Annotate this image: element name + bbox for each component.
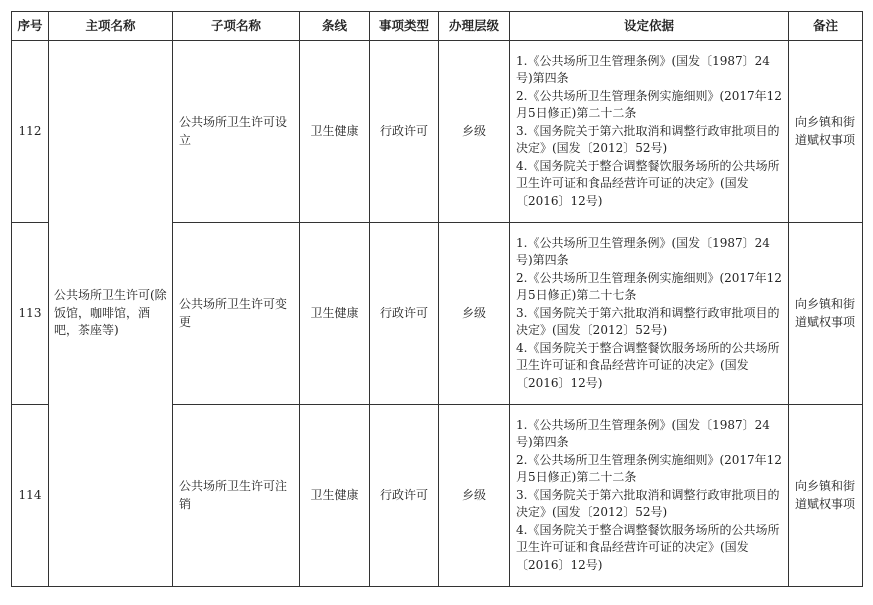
line-cell: 卫生健康	[300, 41, 370, 223]
row-num: 113	[12, 223, 49, 405]
header-type: 事项类型	[370, 12, 439, 41]
note-cell: 向乡镇和街道赋权事项	[789, 405, 863, 587]
level-cell: 乡级	[439, 405, 510, 587]
note-cell: 向乡镇和街道赋权事项	[789, 41, 863, 223]
basis-item: 4.《国务院关于整合调整餐饮服务场所的公共场所卫生许可证和食品经营许可证的决定》(国发〔2016〕12号)	[516, 158, 780, 208]
basis-cell	[510, 223, 789, 405]
row-num: 114	[12, 405, 49, 587]
basis-item: 3.《国务院关于第六批取消和调整行政审批项目的决定》(国发〔2012〕52号)	[516, 305, 780, 338]
header-sub-item: 子项名称	[173, 12, 300, 41]
type-cell: 行政许可	[370, 405, 439, 587]
level-cell: 乡级	[439, 41, 510, 223]
permit-table	[11, 11, 863, 587]
basis-item: 3.《国务院关于第六批取消和调整行政审批项目的决定》(国发〔2012〕52号)	[516, 487, 780, 520]
basis-item: 2.《公共场所卫生管理条例实施细则》(2017年12月5日修正)第二十七条	[516, 270, 782, 303]
basis-item: 4.《国务院关于整合调整餐饮服务场所的公共场所卫生许可证和食品经营许可证的决定》(国发〔2016〕12号)	[516, 340, 780, 390]
basis-item: 1.《公共场所卫生管理条例》(国发〔1987〕24号)第四条	[516, 53, 770, 86]
basis-item: 1.《公共场所卫生管理条例》(国发〔1987〕24号)第四条	[516, 417, 770, 450]
header-row	[12, 12, 863, 41]
basis-item: 2.《公共场所卫生管理条例实施细则》(2017年12月5日修正)第二十二条	[516, 452, 782, 485]
sub-item-name: 公共场所卫生许可注销	[173, 405, 300, 587]
header-note: 备注	[789, 12, 863, 41]
basis-item: 2.《公共场所卫生管理条例实施细则》(2017年12月5日修正)第二十二条	[516, 88, 782, 121]
header-level: 办理层级	[439, 12, 510, 41]
header-num: 序号	[12, 12, 49, 41]
line-cell: 卫生健康	[300, 405, 370, 587]
header-main-item: 主项名称	[49, 12, 173, 41]
line-cell: 卫生健康	[300, 223, 370, 405]
basis-item: 4.《国务院关于整合调整餐饮服务场所的公共场所卫生许可证和食品经营许可证的决定》(国发〔2016〕12号)	[516, 522, 780, 572]
sub-item-name: 公共场所卫生许可变更	[173, 223, 300, 405]
note-cell: 向乡镇和街道赋权事项	[789, 223, 863, 405]
sub-item-name: 公共场所卫生许可设立	[173, 41, 300, 223]
type-cell: 行政许可	[370, 223, 439, 405]
basis-item: 3.《国务院关于第六批取消和调整行政审批项目的决定》(国发〔2012〕52号)	[516, 123, 780, 156]
type-cell: 行政许可	[370, 41, 439, 223]
level-cell: 乡级	[439, 223, 510, 405]
basis-cell	[510, 41, 789, 223]
main-item-name: 公共场所卫生许可(除饭馆，咖啡馆，酒吧，茶座等)	[49, 41, 173, 587]
basis-item: 1.《公共场所卫生管理条例》(国发〔1987〕24号)第四条	[516, 235, 770, 268]
basis-cell	[510, 405, 789, 587]
table-row	[12, 41, 863, 223]
header-basis: 设定依据	[510, 12, 789, 41]
row-num: 112	[12, 41, 49, 223]
header-line: 条线	[300, 12, 370, 41]
